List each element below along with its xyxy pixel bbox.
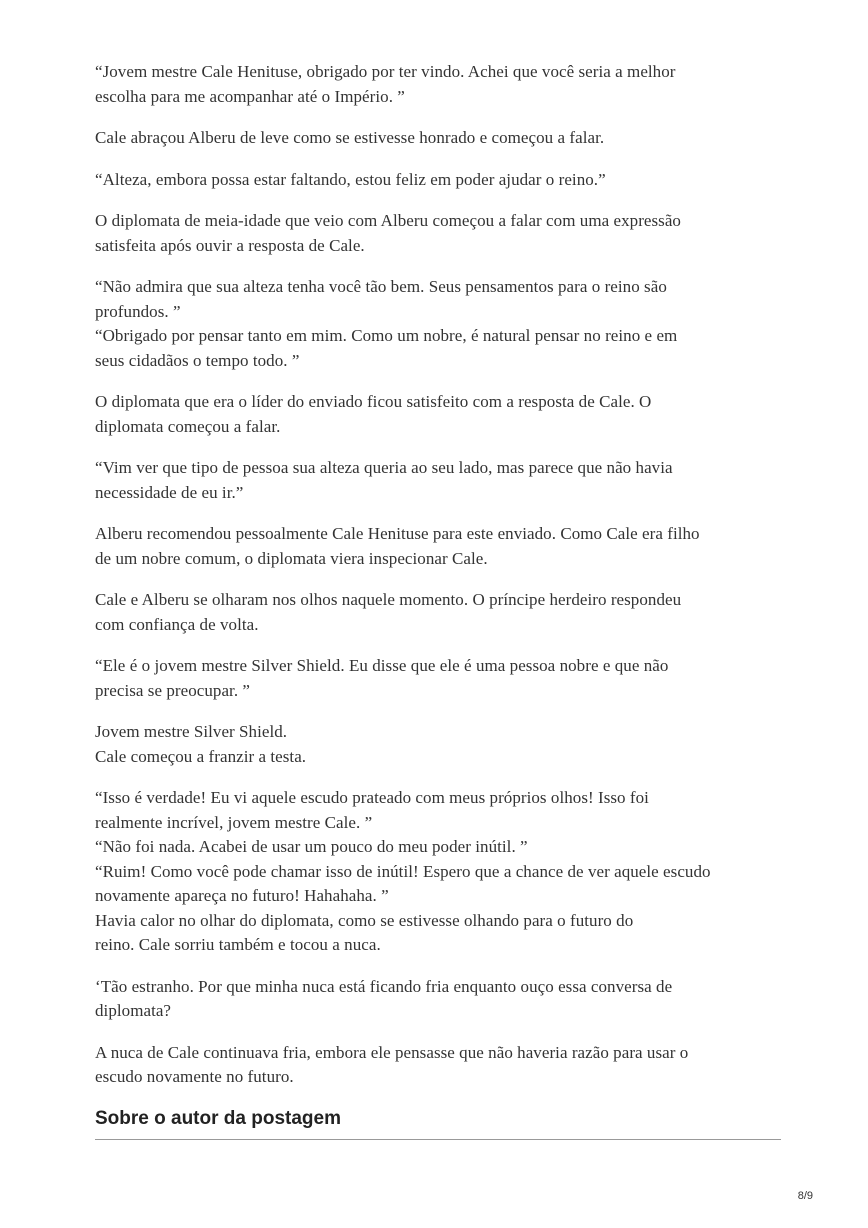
paragraph-line: O diplomata de meia-idade que veio com Alberu começou a falar com uma expressão [95, 211, 681, 230]
paragraph-line: “Ele é o jovem mestre Silver Shield. Eu disse que ele é uma pessoa nobre e que não [95, 656, 669, 675]
paragraph [95, 720, 785, 769]
paragraph-line: necessidade de eu ir.” [95, 482, 244, 502]
paragraph-line: seus cidadãos o tempo todo. ” [95, 350, 300, 370]
paragraph-line: Havia calor no olhar do diplomata, como se estivesse olhando para o futuro do [95, 910, 634, 930]
paragraph-line: diplomata começou a falar. [95, 416, 281, 436]
section-title: Sobre o autor da postagem [95, 1107, 341, 1129]
paragraph-line: com confiança de volta. [95, 614, 259, 634]
paragraph-line: Jovem mestre Silver Shield. [95, 722, 288, 741]
page-number: 8/9 [797, 1190, 813, 1202]
paragraph [95, 275, 785, 373]
paragraph [95, 209, 785, 258]
article-text [95, 60, 785, 1090]
section-divider [95, 1139, 781, 1140]
paragraph [95, 522, 785, 571]
paragraph-line: Cale começou a franzir a testa. [95, 746, 307, 766]
paragraph-line: A nuca de Cale continuava fria, embora ele pensasse que não haveria razão para usar o [95, 1042, 689, 1062]
paragraph [95, 786, 785, 958]
paragraph [95, 456, 785, 505]
paragraph [95, 60, 785, 109]
paragraph-line: satisfeita após ouvir a resposta de Cale. [95, 235, 365, 255]
paragraph-line: Alberu recomendou pessoalmente Cale Henituse para este enviado. Como Cale era filho [95, 524, 700, 543]
paragraph-line: precisa se preocupar. ” [95, 680, 251, 700]
paragraph [95, 1041, 785, 1090]
paragraph-line: “Alteza, embora possa estar faltando, estou feliz em poder ajudar o reino.” [95, 169, 606, 189]
paragraph-line: “Obrigado por pensar tanto em mim. Como um nobre, é natural pensar no reino e em [95, 326, 678, 345]
paragraph-line: diplomata? [95, 1001, 172, 1020]
paragraph [95, 588, 785, 637]
paragraph-line: “Não admira que sua alteza tenha você tão bem. Seus pensamentos para o reino são [95, 277, 667, 296]
paragraph-line: profundos. ” [95, 301, 181, 321]
document-body [95, 60, 785, 1140]
paragraph-line: “Jovem mestre Cale Henituse, obrigado por ter vindo. Achei que você seria a melhor [95, 62, 676, 81]
paragraph-line: novamente apareça no futuro! Hahahaha. ” [95, 886, 389, 905]
paragraph [95, 654, 785, 703]
paragraph-line: “Isso é verdade! Eu vi aquele escudo prateado com meus próprios olhos! Isso foi [95, 788, 649, 807]
paragraph-line: Cale e Alberu se olharam nos olhos naquele momento. O príncipe herdeiro respondeu [95, 590, 682, 609]
paragraph-line: “Não foi nada. Acabei de usar um pouco do meu poder inútil. ” [95, 837, 528, 856]
paragraph-line: escudo novamente no futuro. [95, 1067, 294, 1086]
paragraph [95, 390, 785, 439]
paragraph-line: ‘Tão estranho. Por que minha nuca está ficando fria enquanto ouço essa conversa de [95, 976, 673, 996]
paragraph-line: “Vim ver que tipo de pessoa sua alteza queria ao seu lado, mas parece que não havia [95, 458, 673, 477]
paragraph-line: “Ruim! Como você pode chamar isso de inútil! Espero que a chance de ver aquele escudo [95, 861, 711, 881]
paragraph-line: O diplomata que era o líder do enviado ficou satisfeito com a resposta de Cale. O [95, 392, 652, 411]
paragraph [95, 126, 785, 151]
paragraph-line: reino. Cale sorriu também e tocou a nuca. [95, 935, 381, 954]
paragraph-line: realmente incrível, jovem mestre Cale. ” [95, 812, 373, 832]
paragraph [95, 975, 785, 1024]
paragraph-line: de um nobre comum, o diplomata viera inspecionar Cale. [95, 548, 488, 568]
paragraph-line: Cale abraçou Alberu de leve como se estivesse honrado e começou a falar. [95, 128, 605, 147]
paragraph-line: escolha para me acompanhar até o Império. ” [95, 86, 405, 106]
paragraph [95, 168, 785, 193]
